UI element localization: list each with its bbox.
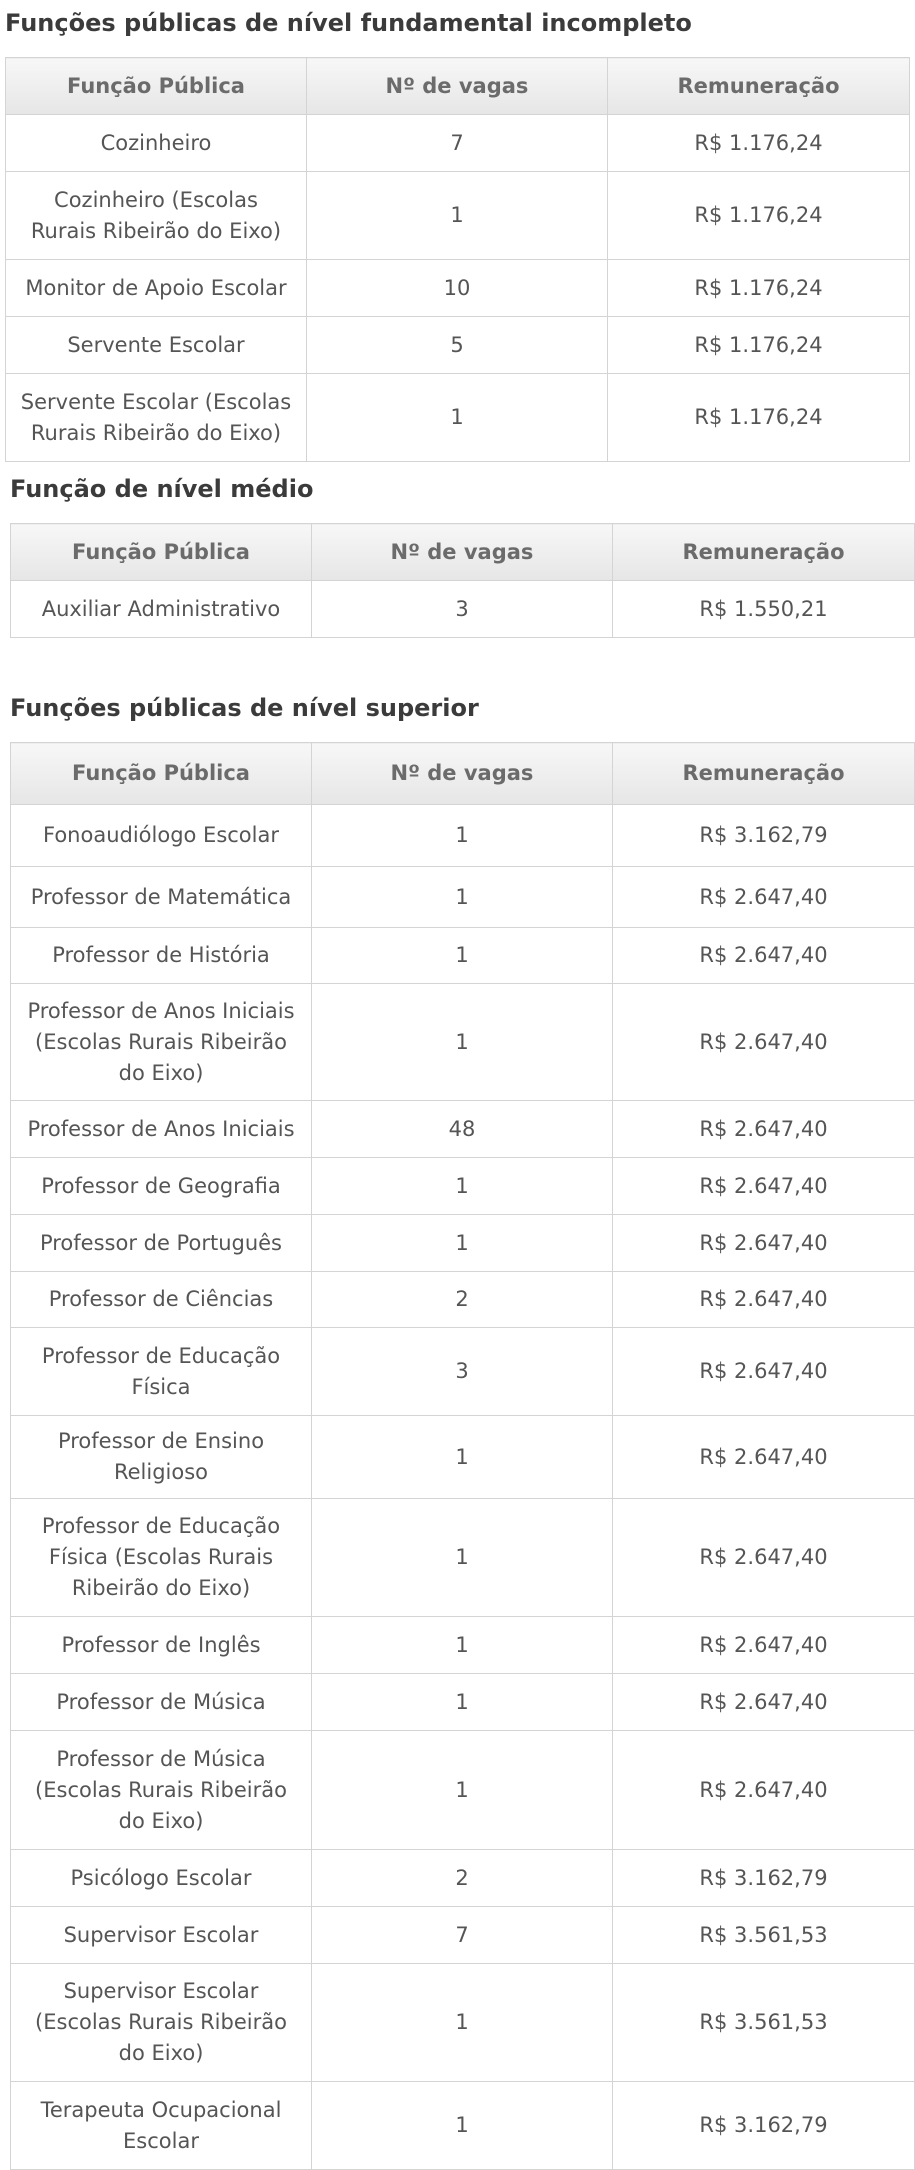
cell-vagas: 2 (312, 1850, 613, 1907)
cell-vagas: 1 (312, 805, 613, 867)
cell-funcao: Psicólogo Escolar (11, 1850, 312, 1907)
table-medio (10, 523, 915, 638)
table-row (6, 115, 910, 172)
cell-funcao: Professor de Anos Iniciais (11, 1101, 312, 1158)
cell-funcao: Auxiliar Administrativo (11, 581, 312, 638)
cell-remuneracao: R$ 1.550,21 (613, 581, 915, 638)
cell-funcao: Servente Escolar (6, 317, 307, 374)
cell-remuneracao: R$ 2.647,40 (613, 984, 915, 1101)
table-row (11, 1215, 915, 1272)
cell-remuneracao: R$ 1.176,24 (608, 172, 910, 260)
cell-remuneracao: R$ 2.647,40 (613, 867, 915, 928)
cell-remuneracao: R$ 1.176,24 (608, 115, 910, 172)
header-vagas: Nº de vagas (307, 58, 608, 115)
cell-vagas: 1 (312, 1416, 613, 1499)
cell-funcao: Fonoaudiólogo Escolar (11, 805, 312, 867)
table-row (11, 984, 915, 1101)
table-row (11, 581, 915, 638)
cell-remuneracao: R$ 3.162,79 (613, 1850, 915, 1907)
cell-remuneracao: R$ 2.647,40 (613, 1328, 915, 1416)
section-title-medio: Função de nível médio (10, 475, 314, 503)
section-title-superior: Funções públicas de nível superior (10, 694, 479, 722)
cell-vagas: 1 (312, 1964, 613, 2082)
cell-funcao: Professor de Ensino Religioso (11, 1416, 312, 1499)
cell-vagas: 48 (312, 1101, 613, 1158)
header-vagas: Nº de vagas (312, 743, 613, 805)
table-row (11, 1964, 915, 2082)
cell-vagas: 1 (312, 928, 613, 984)
cell-vagas: 1 (312, 1499, 613, 1617)
cell-funcao: Professor de Português (11, 1215, 312, 1272)
table-row (6, 260, 910, 317)
cell-funcao: Supervisor Escolar (11, 1907, 312, 1964)
cell-funcao: Professor de Anos Iniciais (Escolas Rurais Ribeirão do Eixo) (11, 984, 312, 1101)
header-funcao: Função Pública (6, 58, 307, 115)
table-row (11, 805, 915, 867)
cell-funcao: Professor de Matemática (11, 867, 312, 928)
cell-vagas: 2 (312, 1272, 613, 1328)
cell-remuneracao: R$ 2.647,40 (613, 1499, 915, 1617)
cell-funcao: Professor de Educação Física (11, 1328, 312, 1416)
cell-funcao: Professor de Música (11, 1674, 312, 1731)
cell-funcao: Cozinheiro (Escolas Rurais Ribeirão do Eixo) (6, 172, 307, 260)
table-row (11, 1617, 915, 1674)
header-remuneracao: Remuneração (613, 524, 915, 581)
cell-funcao: Professor de Geografia (11, 1158, 312, 1215)
cell-vagas: 1 (312, 867, 613, 928)
cell-remuneracao: R$ 1.176,24 (608, 260, 910, 317)
section-title-fundamental: Funções públicas de nível fundamental incompleto (5, 9, 692, 37)
table-row (11, 1850, 915, 1907)
cell-vagas: 1 (312, 1731, 613, 1850)
cell-funcao: Professor de Inglês (11, 1617, 312, 1674)
cell-remuneracao: R$ 3.561,53 (613, 1964, 915, 2082)
table-row (11, 1416, 915, 1499)
cell-remuneracao: R$ 2.647,40 (613, 1272, 915, 1328)
header-remuneracao: Remuneração (613, 743, 915, 805)
table-row (11, 1328, 915, 1416)
table-row (6, 317, 910, 374)
header-funcao: Função Pública (11, 524, 312, 581)
table-header-row (6, 58, 910, 115)
cell-funcao: Professor de Educação Física (Escolas Rurais Ribeirão do Eixo) (11, 1499, 312, 1617)
header-funcao: Função Pública (11, 743, 312, 805)
table-row (11, 2082, 915, 2170)
cell-remuneracao: R$ 2.647,40 (613, 1215, 915, 1272)
cell-vagas: 5 (307, 317, 608, 374)
table-row (11, 1101, 915, 1158)
cell-vagas: 3 (312, 581, 613, 638)
cell-funcao: Servente Escolar (Escolas Rurais Ribeirão do Eixo) (6, 374, 307, 462)
cell-remuneracao: R$ 2.647,40 (613, 928, 915, 984)
cell-vagas: 1 (312, 1158, 613, 1215)
cell-remuneracao: R$ 2.647,40 (613, 1158, 915, 1215)
cell-vagas: 3 (312, 1328, 613, 1416)
cell-remuneracao: R$ 3.561,53 (613, 1907, 915, 1964)
table-row (11, 1731, 915, 1850)
table-superior (10, 742, 915, 2170)
table-row (11, 1907, 915, 1964)
cell-vagas: 1 (312, 2082, 613, 2170)
table-row (11, 867, 915, 928)
header-remuneracao: Remuneração (608, 58, 910, 115)
cell-remuneracao: R$ 2.647,40 (613, 1101, 915, 1158)
table-fundamental (5, 57, 910, 462)
table-row (6, 172, 910, 260)
cell-remuneracao: R$ 3.162,79 (613, 805, 915, 867)
table-row (11, 1499, 915, 1617)
cell-vagas: 1 (312, 1617, 613, 1674)
cell-remuneracao: R$ 1.176,24 (608, 317, 910, 374)
cell-remuneracao: R$ 3.162,79 (613, 2082, 915, 2170)
cell-vagas: 7 (307, 115, 608, 172)
cell-funcao: Professor de História (11, 928, 312, 984)
table-row (6, 374, 910, 462)
cell-funcao: Monitor de Apoio Escolar (6, 260, 307, 317)
cell-vagas: 1 (312, 1674, 613, 1731)
cell-remuneracao: R$ 2.647,40 (613, 1416, 915, 1499)
cell-remuneracao: R$ 2.647,40 (613, 1617, 915, 1674)
cell-vagas: 1 (307, 374, 608, 462)
cell-funcao: Professor de Ciências (11, 1272, 312, 1328)
cell-remuneracao: R$ 2.647,40 (613, 1731, 915, 1850)
cell-funcao: Cozinheiro (6, 115, 307, 172)
cell-funcao: Supervisor Escolar (Escolas Rurais Ribeirão do Eixo) (11, 1964, 312, 2082)
cell-vagas: 1 (312, 984, 613, 1101)
header-vagas: Nº de vagas (312, 524, 613, 581)
table-row (11, 1158, 915, 1215)
cell-vagas: 10 (307, 260, 608, 317)
table-row (11, 928, 915, 984)
cell-vagas: 1 (312, 1215, 613, 1272)
cell-vagas: 7 (312, 1907, 613, 1964)
cell-remuneracao: R$ 1.176,24 (608, 374, 910, 462)
table-header-row (11, 524, 915, 581)
cell-funcao: Professor de Música (Escolas Rurais Ribeirão do Eixo) (11, 1731, 312, 1850)
table-row (11, 1272, 915, 1328)
cell-funcao: Terapeuta Ocupacional Escolar (11, 2082, 312, 2170)
cell-remuneracao: R$ 2.647,40 (613, 1674, 915, 1731)
cell-vagas: 1 (307, 172, 608, 260)
table-row (11, 1674, 915, 1731)
table-header-row (11, 743, 915, 805)
